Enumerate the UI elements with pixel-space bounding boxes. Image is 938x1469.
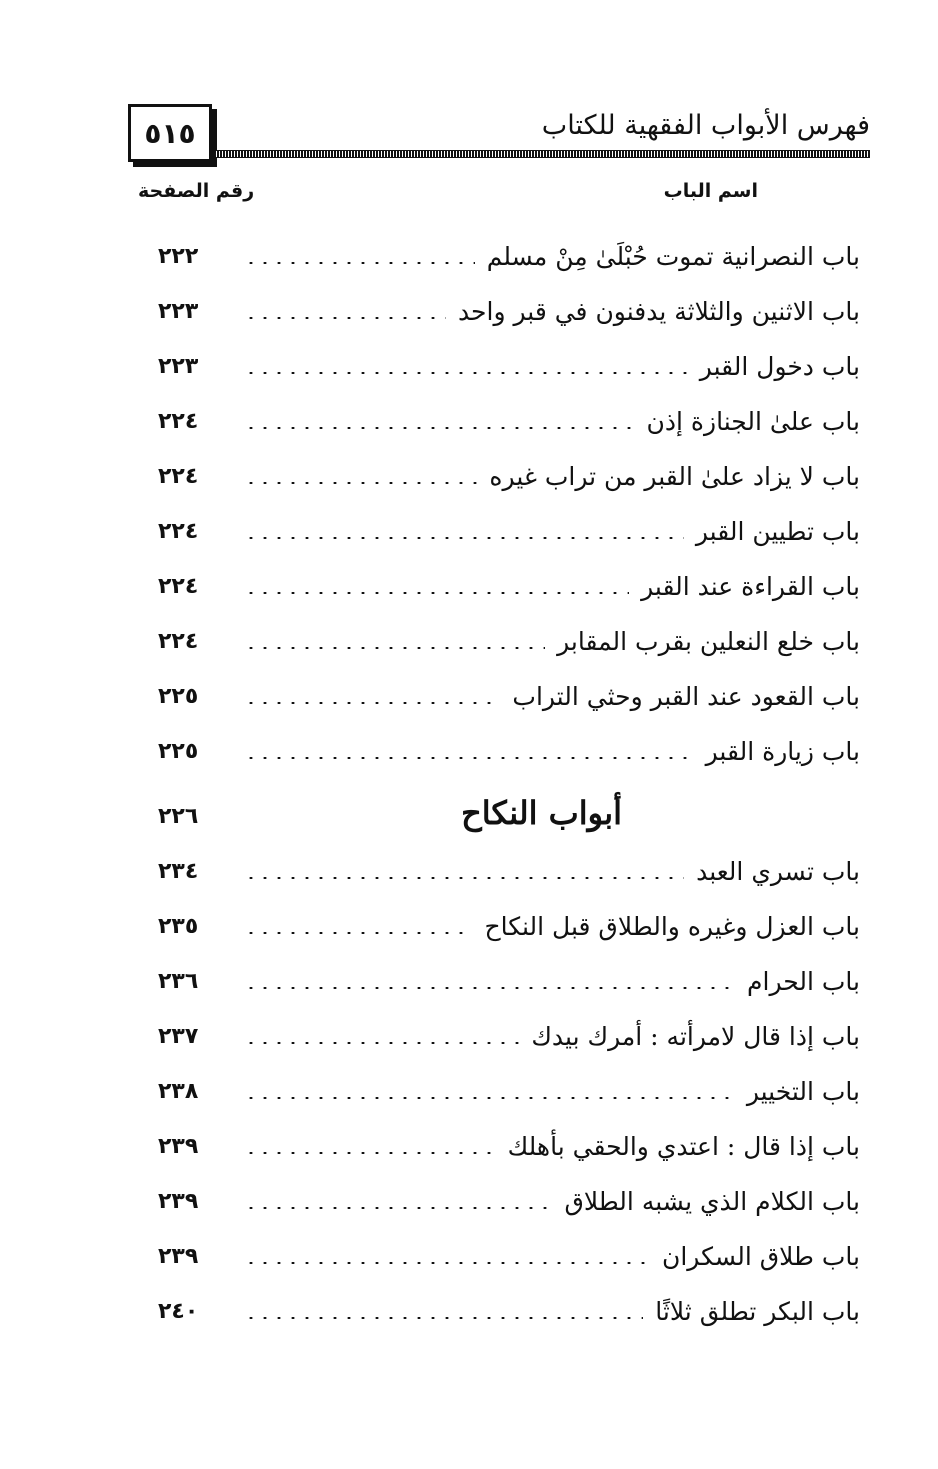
entry-page: ٢٢٤	[158, 408, 199, 434]
index-entry	[150, 672, 860, 720]
entry-title: باب القعود عند القبر وحثي التراب	[512, 681, 860, 711]
entry-page: ٢٢٢	[158, 243, 199, 269]
index-entry	[150, 1067, 860, 1115]
entry-title: باب إذا قال لامرأته : أمرك بيدك	[531, 1021, 860, 1051]
entry-title: باب خلع النعلين بقرب المقابر	[557, 626, 860, 656]
page-number-column-label: رقم الصفحة	[138, 180, 255, 202]
entry-page: ٢٢٤	[158, 573, 199, 599]
leader-dots	[244, 987, 735, 989]
index-entry	[150, 287, 860, 335]
index-entry	[150, 397, 860, 445]
index-entry	[150, 1177, 860, 1225]
leader-dots	[244, 1207, 552, 1209]
page-header	[128, 104, 870, 164]
index-entry	[150, 1287, 860, 1335]
index-entry	[150, 902, 860, 950]
entry-title: باب تسري العبد	[696, 856, 860, 886]
index-entry	[150, 342, 860, 390]
section-title: أبواب النكاح	[461, 794, 622, 832]
leader-dots	[244, 537, 684, 539]
entry-title: باب العزل وغيره والطلاق قبل النكاح	[484, 911, 860, 941]
column-headers	[130, 176, 870, 216]
entry-page: ٢٢٣	[158, 298, 199, 324]
entry-title: باب دخول القبر	[699, 351, 860, 381]
leader-dots	[244, 1097, 735, 1099]
entry-page: ٢٣٥	[158, 913, 199, 939]
entry-page: ٢٣٧	[158, 1023, 199, 1049]
index-entry	[150, 562, 860, 610]
header-rule	[214, 150, 870, 158]
index-entry	[150, 1012, 860, 1060]
section-page: ٢٢٦	[158, 804, 199, 829]
entry-title: باب النصرانية تموت حُبْلَىٰ مِنْ مسلم	[486, 241, 860, 271]
index-entry	[150, 1232, 860, 1280]
entry-title: باب إذا قال : اعتدي والحقي بأهلك	[507, 1131, 860, 1161]
leader-dots	[244, 1317, 643, 1319]
entry-page: ٢٤٠	[158, 1298, 199, 1324]
index-entry	[150, 507, 860, 555]
entry-page: ٢٢٤	[158, 463, 199, 489]
index-entry	[150, 617, 860, 665]
index-entry	[150, 232, 860, 280]
entry-title: باب التخيير	[746, 1076, 860, 1106]
entry-title: باب الكلام الذي يشبه الطلاق	[564, 1186, 860, 1216]
entry-page: ٢٣٩	[158, 1243, 199, 1269]
entry-title: باب علىٰ الجنازة إذن	[646, 406, 860, 436]
leader-dots	[244, 1262, 650, 1264]
entry-page: ٢٢٥	[158, 738, 199, 764]
index-entry	[150, 727, 860, 775]
entry-page: ٢٢٤	[158, 628, 199, 654]
leader-dots	[244, 262, 475, 264]
index-entry	[150, 452, 860, 500]
leader-dots	[244, 932, 472, 934]
page-number: ٥١٥	[128, 104, 212, 162]
entry-page: ٢٣٤	[158, 858, 199, 884]
index-entry	[150, 957, 860, 1005]
entry-title: باب البكر تطلق ثلاثًا	[655, 1296, 860, 1326]
leader-dots	[244, 372, 688, 374]
entry-title: باب طلاق السكران	[662, 1241, 860, 1271]
leader-dots	[244, 317, 446, 319]
entry-page: ٢٣٨	[158, 1078, 199, 1104]
leader-dots	[244, 1152, 496, 1154]
index-entry	[150, 1122, 860, 1170]
entry-page: ٢٢٥	[158, 683, 199, 709]
entry-title: باب الحرام	[747, 966, 860, 996]
entry-title: باب لا يزاد علىٰ القبر من تراب غيره	[489, 461, 860, 491]
leader-dots	[244, 757, 694, 759]
entry-page: ٢٣٩	[158, 1188, 199, 1214]
entry-page: ٢٢٣	[158, 353, 199, 379]
chapter-name-column-label: اسم الباب	[663, 180, 758, 202]
leader-dots	[244, 482, 477, 484]
index-entry	[150, 847, 860, 895]
leader-dots	[244, 647, 545, 649]
section-heading	[150, 788, 860, 848]
leader-dots	[244, 592, 629, 594]
leader-dots	[244, 877, 684, 879]
entry-title: باب الاثنين والثلاثة يدفنون في قبر واحد	[457, 296, 860, 326]
entry-page: ٢٣٩	[158, 1133, 199, 1159]
running-title: فهرس الأبواب الفقهية للكتاب	[541, 110, 870, 141]
leader-dots	[244, 702, 500, 704]
entry-page: ٢٣٦	[158, 968, 199, 994]
entry-page: ٢٢٤	[158, 518, 199, 544]
leader-dots	[244, 427, 635, 429]
entry-title: باب تطيين القبر	[695, 516, 860, 546]
leader-dots	[244, 1042, 519, 1044]
entry-title: باب زيارة القبر	[705, 736, 860, 766]
entry-title: باب القراءة عند القبر	[641, 571, 860, 601]
